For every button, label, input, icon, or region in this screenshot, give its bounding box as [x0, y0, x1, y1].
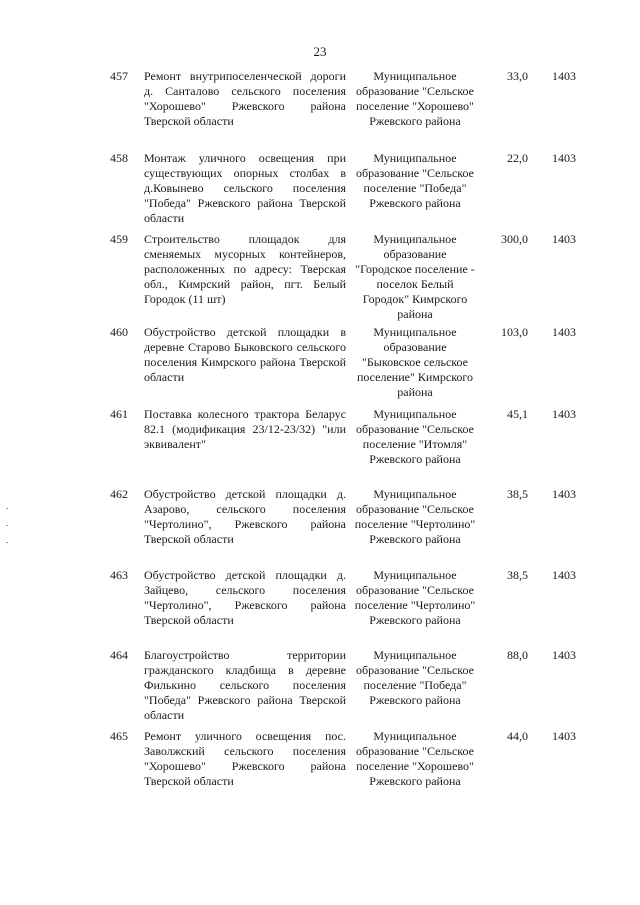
row-description: Монтаж уличного освещения при существующих опорных столбах в д.Ковынево сельского поселения "Победа" Ржевского района Тверской области	[144, 151, 346, 225]
table-row-458	[0, 151, 640, 232]
page-number: 23	[313, 44, 327, 59]
table-row-462	[0, 487, 640, 568]
row-number: 465	[110, 729, 128, 743]
row-description: Ремонт внутрипоселенческой дороги д. Санталово сельского поселения "Хорошево" Ржевского района Тверской области	[144, 69, 346, 128]
row-amount: 22,0	[507, 151, 528, 165]
row-number: 464	[110, 648, 128, 662]
row-amount: 44,0	[507, 729, 528, 743]
row-code: 1403	[552, 729, 576, 743]
row-code: 1403	[552, 648, 576, 662]
row-code: 1403	[552, 487, 576, 501]
scan-mark	[6, 525, 8, 526]
row-recipient: Муниципальное образование "Сельское поселение "Победа" Ржевского района	[356, 151, 474, 210]
row-code: 1403	[552, 325, 576, 339]
row-recipient: Муниципальное образование "Быковское сельское поселение" Кимрского района	[356, 325, 474, 399]
row-amount: 45,1	[507, 407, 528, 421]
row-amount: 88,0	[507, 648, 528, 662]
row-description: Обустройство детской площадки д. Азарово, сельского поселения "Чертолино", Ржевского района Тверской области	[144, 487, 346, 546]
table-row-459	[0, 232, 640, 325]
row-recipient: Муниципальное образование "Сельское поселение "Чертолино" Ржевского района	[354, 568, 476, 627]
row-recipient: Муниципальное образование "Сельское поселение "Победа" Ржевского района	[356, 648, 474, 707]
row-amount: 38,5	[507, 487, 528, 501]
row-recipient: Муниципальное образование "Сельское поселение "Хорошево" Ржевского района	[356, 729, 474, 788]
row-number: 458	[110, 151, 128, 165]
row-code: 1403	[552, 407, 576, 421]
table-row-461	[0, 407, 640, 487]
row-description: Обустройство детской площадки в деревне Старово Быковского сельского поселения Кимрского района Тверской области	[144, 325, 346, 384]
row-description: Строительство площадок для сменяемых мусорных контейнеров, расположенных по адресу: Тверская обл., Кимрский район, пгт. Белый Городок (11 шт)	[144, 232, 346, 306]
row-recipient: Муниципальное образование "Сельское поселение "Чертолино" Ржевского района	[354, 487, 476, 546]
row-amount: 300,0	[501, 232, 528, 246]
row-description: Благоустройство территории гражданского кладбища в деревне Филькино сельского поселения "Победа" Ржевского района Тверской области	[144, 648, 346, 722]
row-amount: 38,5	[507, 568, 528, 582]
row-code: 1403	[552, 151, 576, 165]
row-code: 1403	[552, 69, 576, 83]
row-number: 463	[110, 568, 128, 582]
row-description: Ремонт уличного освещения пос. Заволжский сельского поселения "Хорошево" Ржевского района Тверской области	[144, 729, 346, 788]
row-description: Поставка колесного трактора Беларус 82.1 (модификация 23/12-23/32) "или эквивалент"	[144, 407, 346, 451]
table-row-457	[0, 69, 640, 151]
table-row-463	[0, 568, 640, 648]
row-recipient: Муниципальное образование "Сельское поселение "Хорошево" Ржевского района	[356, 69, 474, 128]
scan-mark	[6, 542, 8, 543]
row-amount: 33,0	[507, 69, 528, 83]
row-recipient: Муниципальное образование "Городское поселение - поселок Белый Городок" Кимрского района	[355, 232, 475, 321]
row-code: 1403	[552, 232, 576, 246]
row-number: 460	[110, 325, 128, 339]
row-number: 461	[110, 407, 128, 421]
row-amount: 103,0	[501, 325, 528, 339]
scan-mark	[6, 508, 8, 509]
table-row-464	[0, 648, 640, 729]
row-recipient: Муниципальное образование "Сельское поселение "Итомля" Ржевского района	[356, 407, 474, 466]
row-number: 459	[110, 232, 128, 246]
table-row-465	[0, 729, 640, 809]
row-description: Обустройство детской площадки д. Зайцево, сельского поселения "Чертолино", Ржевского района Тверской области	[144, 568, 346, 627]
row-number: 457	[110, 69, 128, 83]
row-code: 1403	[552, 568, 576, 582]
budget-table	[0, 69, 640, 809]
margin-scan-marks	[6, 508, 10, 558]
row-number: 462	[110, 487, 128, 501]
table-row-460	[0, 325, 640, 407]
